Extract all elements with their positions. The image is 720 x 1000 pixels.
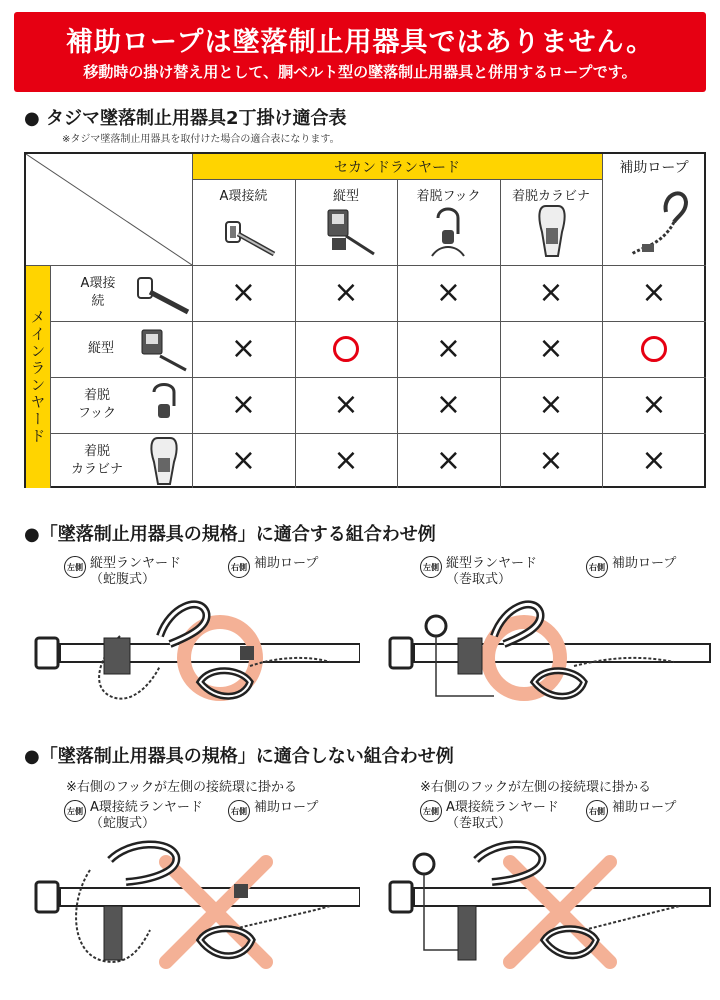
ng-left-label-group [64,800,203,832]
incompatible-cross-icon: × [333,387,359,422]
ng-right-illustration [384,840,714,980]
compat-mark [192,377,295,433]
ng-left-lanyard: A環接続ランヤード [90,800,203,815]
ok-left-label-group [64,556,181,588]
compat-mark [295,433,397,488]
col-header-detach-carabiner: 着脱カラビナ [511,189,590,204]
compatibility-table [24,152,706,488]
row-vertical-icon [134,326,190,374]
second-lanyard-header: セカンドランヤード [192,154,602,179]
incompatible-cross-icon: × [538,387,564,422]
compat-mark [397,321,500,377]
incompatible-cross-icon: × [435,387,462,422]
row-detach-hook-icon [144,380,184,432]
right-side-badge: 右側 [228,800,250,822]
ok-section-title: ●「墜落制止用器具の規格」に適合する組合わせ例 [24,524,436,545]
compatible-circle-icon [641,336,667,362]
incompatible-cross-icon: × [435,442,462,478]
banner-subline: 移動時の掛け替え用として、胴ベルト型の墜落制止用器具と併用するロープです。 [83,63,637,81]
incompatible-cross-icon: × [538,442,564,478]
compat-mark [397,433,500,488]
detach-hook-icon [426,204,470,262]
incompatible-cross-icon: × [435,275,462,310]
left-side-badge: 左側 [420,800,442,822]
aux-rope-icon [622,182,692,262]
compat-mark [602,321,706,377]
compat-mark [397,265,500,321]
left-side-badge: 左側 [64,800,86,822]
compat-mark [295,321,397,377]
row-label-text: A環接続 [80,276,116,309]
incompatible-cross-icon: × [538,331,564,366]
incompatible-cross-icon: × [641,387,667,422]
ng-right-label-group [420,800,559,832]
a-ring-lanyard-icon [216,208,276,258]
incompatible-cross-icon: × [230,275,257,310]
table-section-title: ● タジマ墜落制止用器具2丁掛け適合表 [24,108,347,129]
compat-mark [500,377,602,433]
ok-right-right-label-group [586,556,676,578]
ok-right-rope: 補助ロープ [612,556,677,571]
ok-left-rope: 補助ロープ [254,556,319,571]
ng-left-warning: ※右側のフックが左側の接続環に掛かる [66,780,297,795]
warning-banner [14,12,706,92]
compat-mark [295,265,397,321]
incompatible-cross-icon: × [230,442,257,478]
ng-right-lanyard-sub: （巻取式） [446,816,512,831]
row-label-text: 縦型 [87,341,114,356]
row-a-ring-icon [134,272,190,316]
col-header-detach-hook: 着脱フック [416,189,481,204]
compat-mark [397,377,500,433]
incompatible-cross-icon: × [333,442,359,478]
ok-right-illustration [384,596,714,716]
incompatible-cross-icon: × [641,442,667,478]
ng-right-right-label-group [586,800,676,822]
compatible-circle-icon [333,336,359,362]
corner-diagonal [26,154,192,265]
table-section-note: ※タジマ墜落制止用器具を取付けた場合の適合表になります。 [62,134,340,145]
ng-section-title: ●「墜落制止用器具の規格」に適合しない組合わせ例 [24,746,454,767]
compat-mark [295,377,397,433]
row-label-text: 着脱 フック [77,388,117,421]
left-side-badge: 左側 [420,556,442,578]
right-side-badge: 右側 [228,556,250,578]
compat-mark [500,321,602,377]
vertical-lanyard-icon [318,206,378,260]
compat-mark [192,265,295,321]
ok-left-illustration [30,596,360,716]
detach-carabiner-icon [532,202,572,262]
compat-mark [500,433,602,488]
ng-left-lanyard-sub: （蛇腹式） [90,816,156,831]
incompatible-cross-icon: × [641,275,667,310]
ok-right-lanyard: 縦型ランヤード [446,556,538,571]
ng-left-rope: 補助ロープ [254,800,319,815]
ng-left-illustration [30,840,360,980]
main-lanyard-header: メインランヤード [26,265,50,488]
incompatible-cross-icon: × [435,331,462,366]
compat-mark [602,433,706,488]
ng-left-right-label-group [228,800,318,822]
ok-right-lanyard-sub: （巻取式） [446,572,512,587]
left-side-badge: 左側 [64,556,86,578]
ng-right-rope: 補助ロープ [612,800,677,815]
incompatible-cross-icon: × [333,275,359,310]
col-header-a-ring: A環接続 [219,189,268,204]
compat-mark [500,265,602,321]
compat-mark [192,321,295,377]
row-label-text: 着脱 カラビナ [70,443,123,477]
compat-mark [602,377,706,433]
ng-right-warning: ※右側のフックが左側の接続環に掛かる [420,780,651,795]
ok-right-label-group [420,556,537,588]
incompatible-cross-icon: × [538,275,564,310]
ok-left-right-label-group [228,556,318,578]
row-detach-carabiner-icon [146,436,182,486]
compat-mark [602,265,706,321]
right-side-badge: 右側 [586,556,608,578]
ok-left-lanyard: 縦型ランヤード [90,556,182,571]
right-side-badge: 右側 [586,800,608,822]
incompatible-cross-icon: × [230,387,257,422]
ng-right-lanyard: A環接続ランヤード [446,800,559,815]
aux-rope-header: 補助ロープ [619,159,689,176]
compat-mark [192,433,295,488]
incompatible-cross-icon: × [230,331,257,366]
banner-headline: 補助ロープは墜落制止用器具ではありません。 [65,27,655,58]
col-header-vertical: 縦型 [332,189,359,204]
ok-left-lanyard-sub: （蛇腹式） [90,572,156,587]
